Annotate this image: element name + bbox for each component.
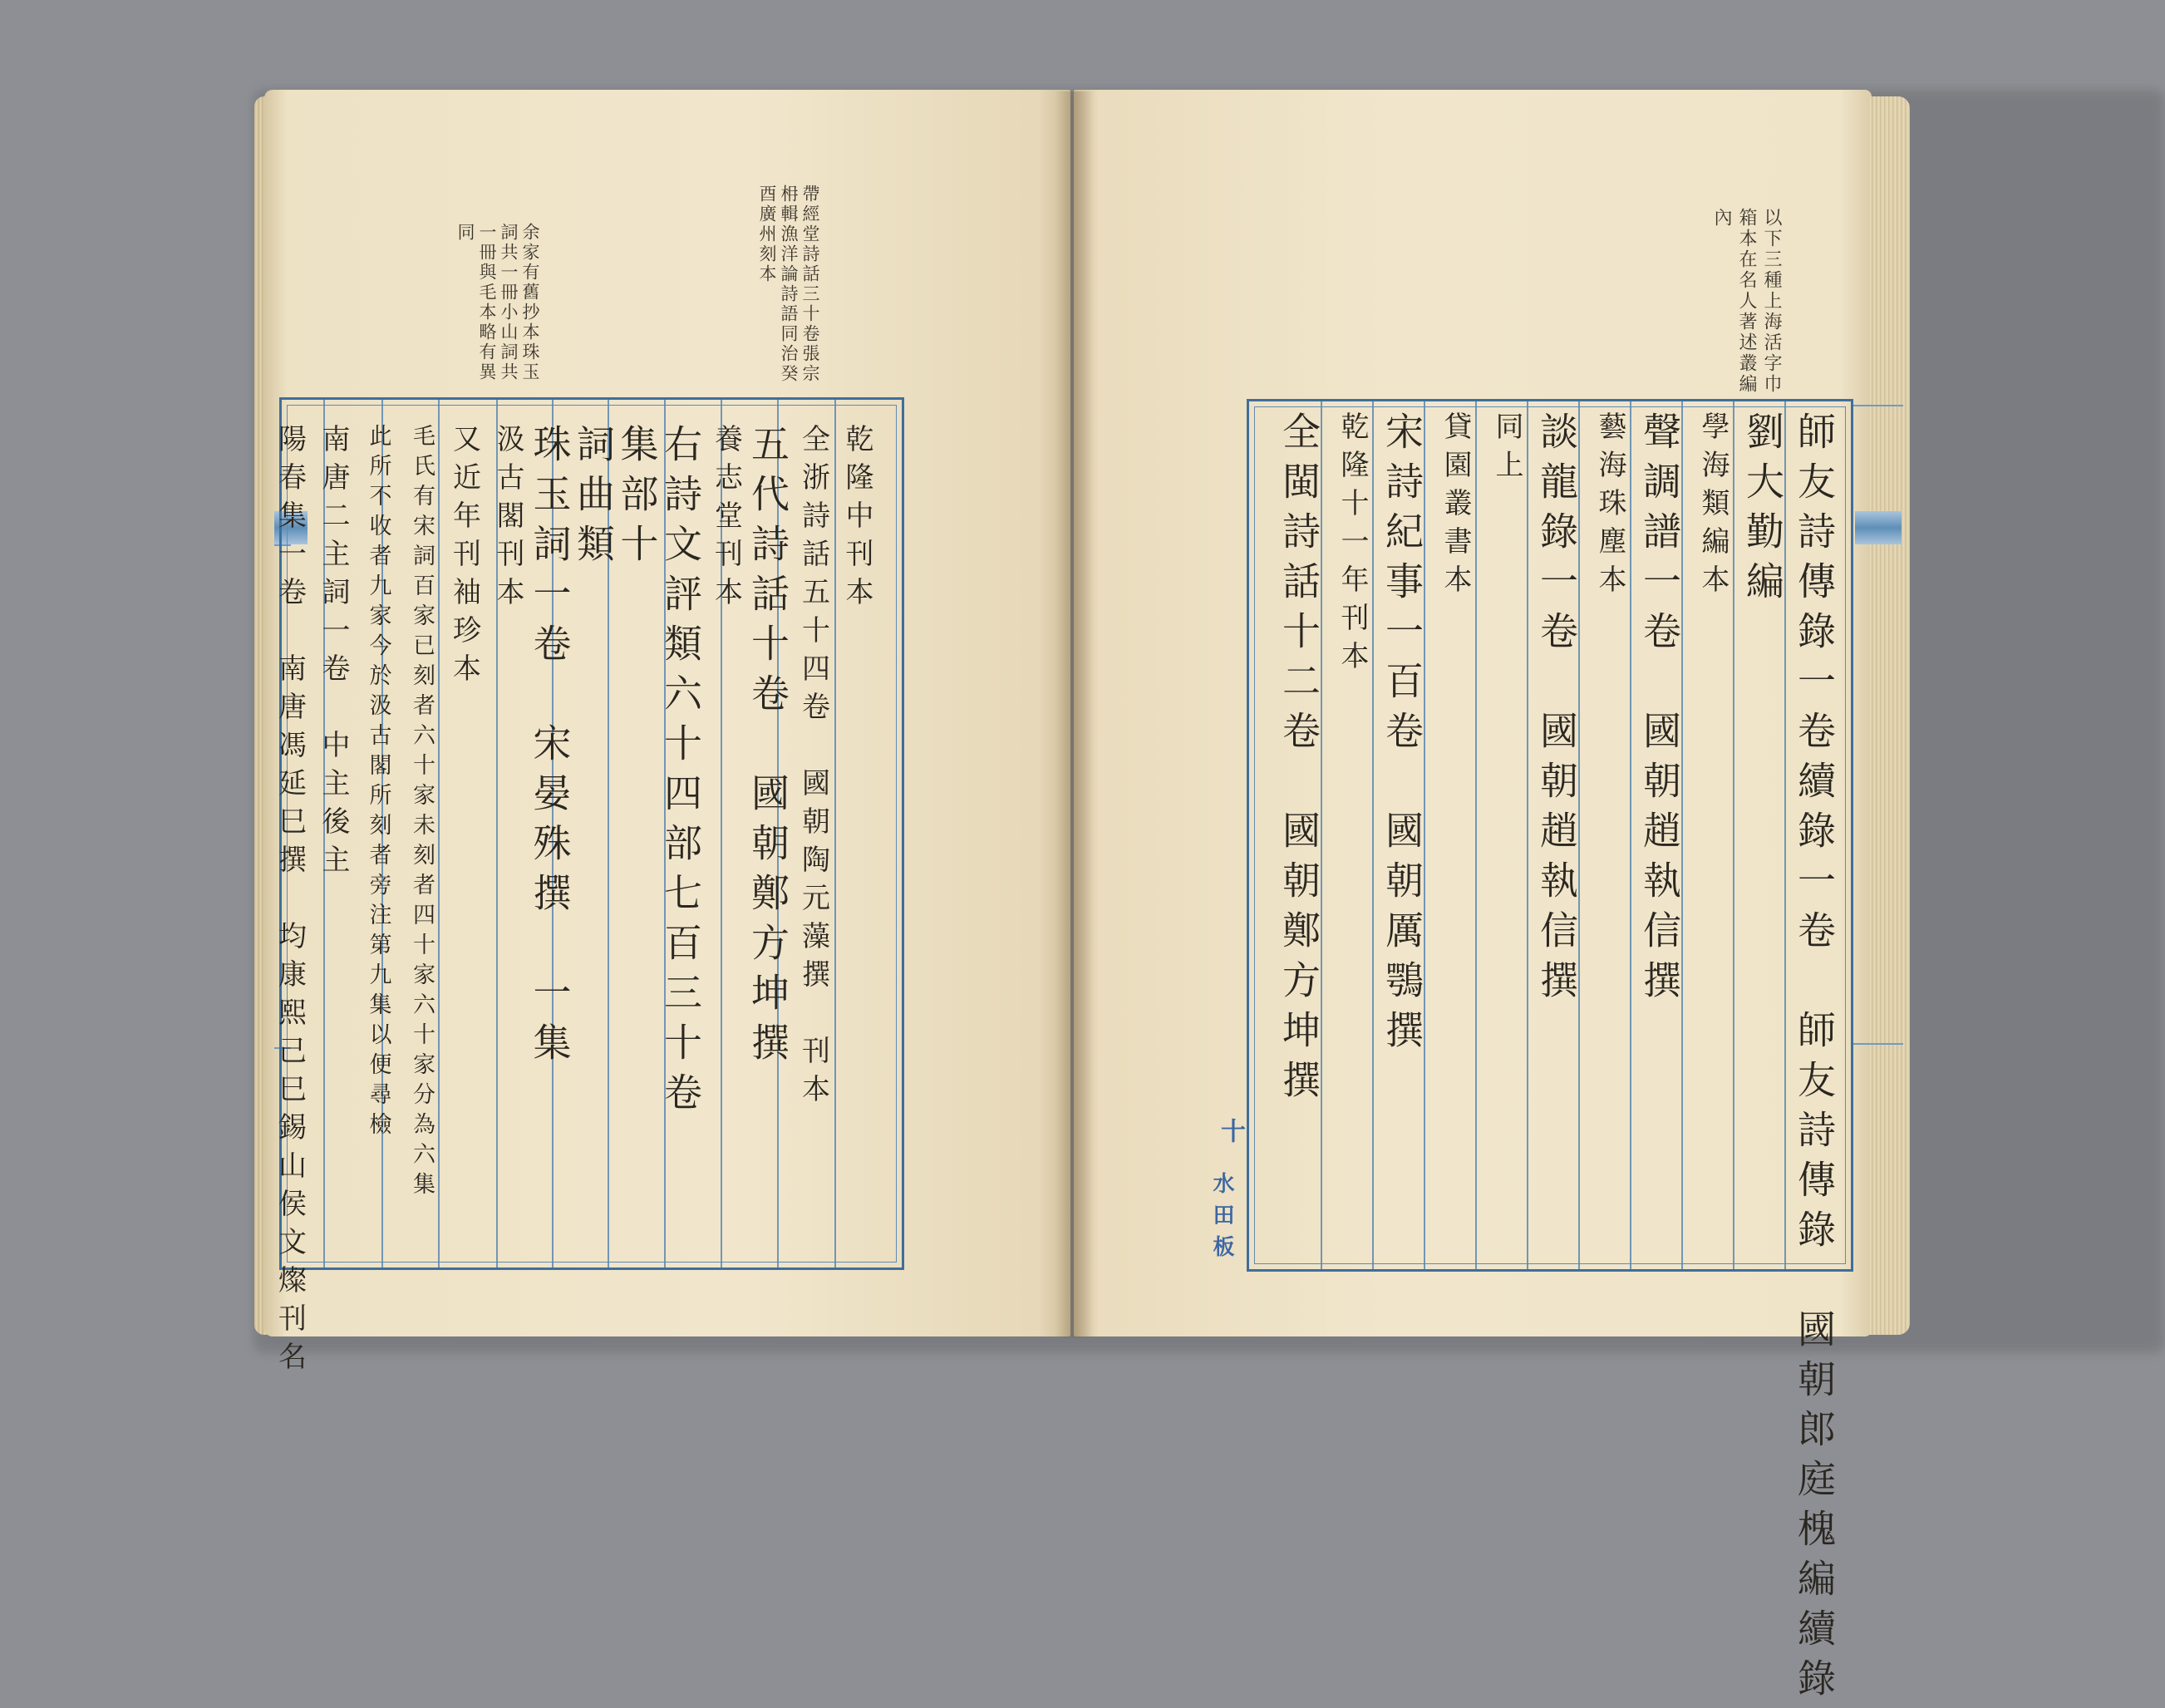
- right-column-10: 乾隆十一年刊本: [1336, 411, 1369, 679]
- left-column-10: 又近年刊袖珍本: [447, 424, 481, 692]
- left-column-9: 汲古閣刊本: [491, 424, 524, 615]
- book-gutter: [1055, 91, 1094, 1338]
- right-column-5: 藝海珠塵本: [1593, 411, 1626, 603]
- left-column-5: 右詩文評類六十四部七百三十卷: [658, 424, 703, 1122]
- right-column-11: 全閩詩話十二卷 國朝鄭方坤撰: [1277, 411, 1321, 1110]
- right-column-1: 師友詩傳錄一卷續錄一卷 師友詩傳錄 國朝郎庭槐編續錄: [1792, 411, 1837, 1708]
- left-column-8: 珠玉詞一卷 宋晏殊撰 一集: [527, 424, 573, 1072]
- page-marker: 十: [1216, 1118, 1245, 1153]
- left-column-1: 乾隆中刊本: [840, 424, 873, 615]
- left-column-4: 養志堂刊本: [709, 424, 743, 615]
- left-column-11: 毛氏有宋詞百家已刻者六十家未刻者四十家六十家分為六集: [409, 424, 435, 1202]
- left-headnote-1: 帶經堂詩話三十卷張宗枏輯漁洋論詩語同治癸酉廣州刻本: [757, 185, 820, 384]
- right-page-edges: [1868, 96, 1910, 1335]
- left-column-13: 南唐二主詞一卷 中主後主: [317, 424, 350, 883]
- right-column-8: 貸園叢書本: [1439, 411, 1472, 603]
- right-headnote: 以下三種上海活字巾箱本在名人著述叢編內: [1711, 208, 1782, 395]
- left-headnote-2: 余家有舊抄本珠玉詞共一冊小山詞共一冊與毛本略有異同: [455, 223, 540, 382]
- right-column-4: 聲調譜一卷 國朝趙執信撰: [1637, 411, 1682, 1010]
- left-column-7: 詞曲類: [571, 424, 616, 573]
- left-column-14: 陽春集一卷 南唐馮延巳撰 均康熙己巳錫山侯文燦刊名: [273, 424, 307, 1380]
- right-binding-thread: [1853, 1043, 1903, 1045]
- left-column-6: 集部十: [614, 424, 660, 573]
- right-column-7: 同上: [1490, 411, 1523, 488]
- left-column-3: 五代詩話十卷 國朝鄭方坤撰: [745, 424, 790, 1072]
- left-column-12: 此所不收者九家今於汲古閣所刻者旁注第九集以便尋檢: [365, 424, 391, 1142]
- right-column-2: 劉大勤編: [1740, 411, 1785, 611]
- right-column-6: 談龍錄一卷 國朝趙執信撰: [1534, 411, 1579, 1010]
- right-binding-thread: [1853, 405, 1903, 406]
- right-column-9: 宋詩紀事一百卷 國朝厲鶚撰: [1380, 411, 1424, 1060]
- left-column-2: 全浙詩話五十四卷 國朝陶元藻撰 刊本: [796, 424, 830, 1112]
- printer-mark: 水田板: [1209, 1172, 1234, 1267]
- right-column-3: 學海類編本: [1696, 411, 1730, 603]
- right-binding-tab: [1855, 511, 1902, 544]
